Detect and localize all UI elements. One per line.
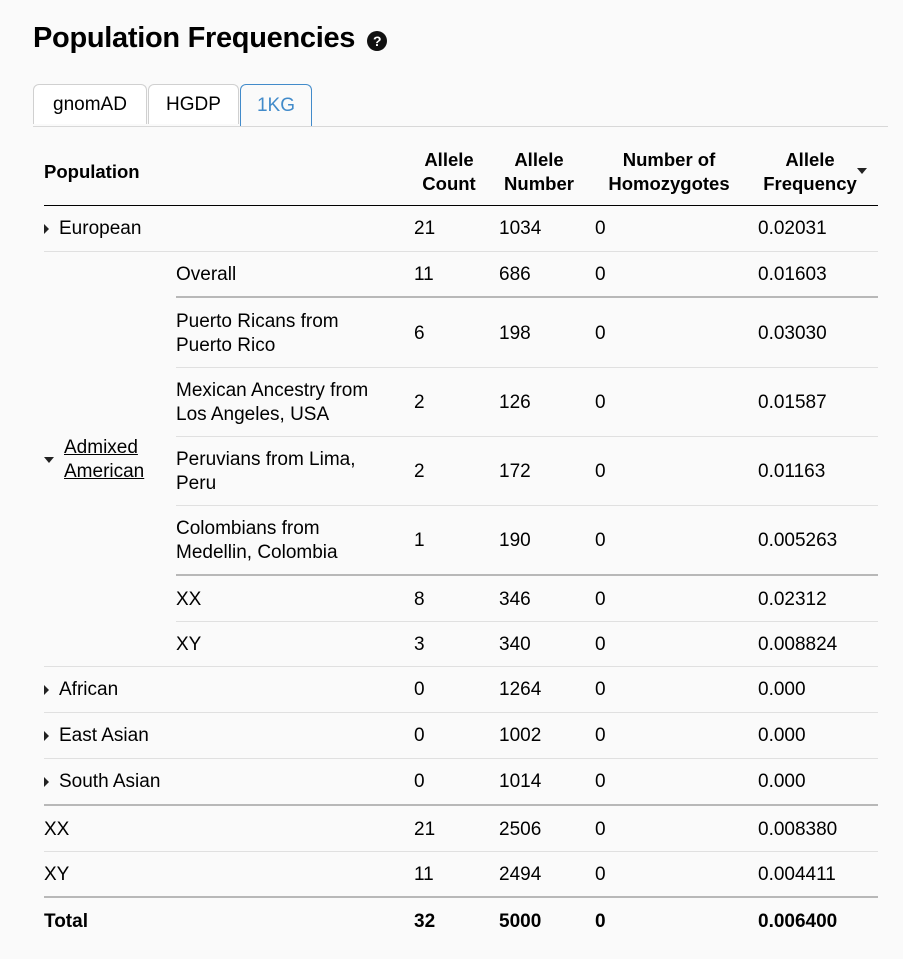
mxl-allele-count: 2 <box>414 392 425 413</box>
row-divider <box>176 621 878 622</box>
pur-homozygotes: 0 <box>595 323 606 344</box>
admixed-overall-label: Overall <box>176 264 237 285</box>
pur-frequency: 0.03030 <box>758 323 827 344</box>
clm-frequency: 0.005263 <box>758 530 838 551</box>
south-asian-allele-number: 1014 <box>499 771 542 792</box>
mxl-homozygotes: 0 <box>595 392 606 413</box>
admixed-xx-allele-count: 8 <box>414 589 425 610</box>
pur-allele-count: 6 <box>414 323 425 344</box>
row-divider <box>44 758 878 759</box>
xy-homozygotes: 0 <box>595 864 606 885</box>
pel-homozygotes: 0 <box>595 461 606 482</box>
clm-homozygotes: 0 <box>595 530 606 551</box>
east-asian-homozygotes: 0 <box>595 725 606 746</box>
admixed-overall-allele-number: 686 <box>499 264 531 285</box>
page-title-text: Population Frequencies <box>33 22 356 54</box>
subpopulation-pur-label: Puerto Ricans from Puerto Rico <box>176 311 339 356</box>
total-allele-count: 32 <box>414 911 436 932</box>
total-allele-number: 5000 <box>499 911 542 932</box>
row-divider <box>176 367 878 368</box>
african-frequency: 0.000 <box>758 679 806 700</box>
admixed-overall-homozygotes: 0 <box>595 264 606 285</box>
row-divider <box>44 666 878 667</box>
xx-allele-number: 2506 <box>499 819 542 840</box>
african-allele-count: 0 <box>414 679 425 700</box>
xx-frequency: 0.008380 <box>758 819 838 840</box>
european-frequency: 0.02031 <box>758 218 827 239</box>
admixed-xy-homozygotes: 0 <box>595 634 606 655</box>
admixed-xy-allele-number: 340 <box>499 634 531 655</box>
row-divider <box>44 804 878 806</box>
xx-homozygotes: 0 <box>595 819 606 840</box>
row-divider <box>176 436 878 437</box>
sort-descending-icon[interactable] <box>857 168 867 174</box>
european-allele-number: 1034 <box>499 218 542 239</box>
column-header-allele-number[interactable]: Allele Number <box>504 149 574 194</box>
pel-allele-count: 2 <box>414 461 425 482</box>
header-divider <box>44 205 878 206</box>
admixed-xx-frequency: 0.02312 <box>758 589 827 610</box>
sex-xy-label: XY <box>44 864 70 885</box>
total-label: Total <box>44 911 88 932</box>
pel-frequency: 0.01163 <box>758 461 826 482</box>
mxl-frequency: 0.01587 <box>758 392 827 413</box>
dataset-tabs <box>33 84 888 127</box>
tab-gnomad[interactable]: gnomAD <box>33 84 147 124</box>
row-divider <box>176 505 878 506</box>
pur-allele-number: 198 <box>499 323 531 344</box>
expand-caret-icon[interactable] <box>44 777 49 787</box>
tab-1kg[interactable]: 1KG <box>240 84 312 126</box>
south-asian-homozygotes: 0 <box>595 771 606 792</box>
clm-allele-number: 190 <box>499 530 531 551</box>
row-divider <box>44 712 878 713</box>
tab-hgdp[interactable]: HGDP <box>148 84 239 124</box>
admixed-xy-allele-count: 3 <box>414 634 425 655</box>
column-header-homozygotes[interactable]: Number of Homozygotes <box>608 149 730 194</box>
xy-allele-number: 2494 <box>499 864 542 885</box>
admixed-overall-allele-count: 11 <box>414 264 434 285</box>
column-header-allele-count[interactable]: Allele Count <box>422 149 476 194</box>
subpopulation-mxl-label: Mexican Ancestry from Los Angeles, USA <box>176 380 369 425</box>
expand-caret-icon[interactable] <box>44 731 49 741</box>
admixed-xy-label: XY <box>176 634 202 655</box>
population-east-asian[interactable]: East Asian <box>44 724 149 748</box>
page-title <box>33 22 387 55</box>
pel-allele-number: 172 <box>499 461 531 482</box>
population-african[interactable]: African <box>44 678 118 702</box>
sex-xx-label: XX <box>44 819 70 840</box>
total-homozygotes: 0 <box>595 911 606 932</box>
xx-allele-count: 21 <box>414 819 436 840</box>
european-allele-count: 21 <box>414 218 436 239</box>
row-divider <box>44 251 878 252</box>
clm-allele-count: 1 <box>414 530 425 551</box>
expand-caret-icon[interactable] <box>44 685 49 695</box>
population-european[interactable]: European <box>44 217 141 241</box>
row-divider <box>44 851 878 852</box>
row-divider <box>176 574 878 576</box>
xy-allele-count: 11 <box>414 864 434 885</box>
european-homozygotes: 0 <box>595 218 606 239</box>
expand-caret-icon[interactable] <box>44 224 49 234</box>
population-admixed-american[interactable]: Admixed American <box>44 436 156 484</box>
subpopulation-clm-label: Colombians from Medellin, Colombia <box>176 518 338 563</box>
xy-frequency: 0.004411 <box>758 864 836 885</box>
admixed-xx-allele-number: 346 <box>499 589 531 610</box>
mxl-allele-number: 126 <box>499 392 531 413</box>
admixed-overall-frequency: 0.01603 <box>758 264 827 285</box>
column-header-population[interactable]: Population <box>44 161 140 182</box>
east-asian-allele-count: 0 <box>414 725 425 746</box>
east-asian-allele-number: 1002 <box>499 725 542 746</box>
collapse-caret-icon[interactable] <box>44 457 54 463</box>
african-allele-number: 1264 <box>499 679 542 700</box>
admixed-xx-label: XX <box>176 589 202 610</box>
admixed-xx-homozygotes: 0 <box>595 589 606 610</box>
subpopulation-pel-label: Peruvians from Lima, Peru <box>176 449 356 494</box>
south-asian-frequency: 0.000 <box>758 771 806 792</box>
admixed-xy-frequency: 0.008824 <box>758 634 838 655</box>
total-frequency: 0.006400 <box>758 911 838 932</box>
column-header-allele-frequency[interactable]: Allele Frequency <box>763 149 857 194</box>
population-south-asian[interactable]: South Asian <box>44 770 160 794</box>
african-homozygotes: 0 <box>595 679 606 700</box>
south-asian-allele-count: 0 <box>414 771 425 792</box>
east-asian-frequency: 0.000 <box>758 725 806 746</box>
row-divider <box>44 896 878 898</box>
row-divider <box>176 296 878 298</box>
help-icon[interactable]: ? <box>367 31 387 51</box>
